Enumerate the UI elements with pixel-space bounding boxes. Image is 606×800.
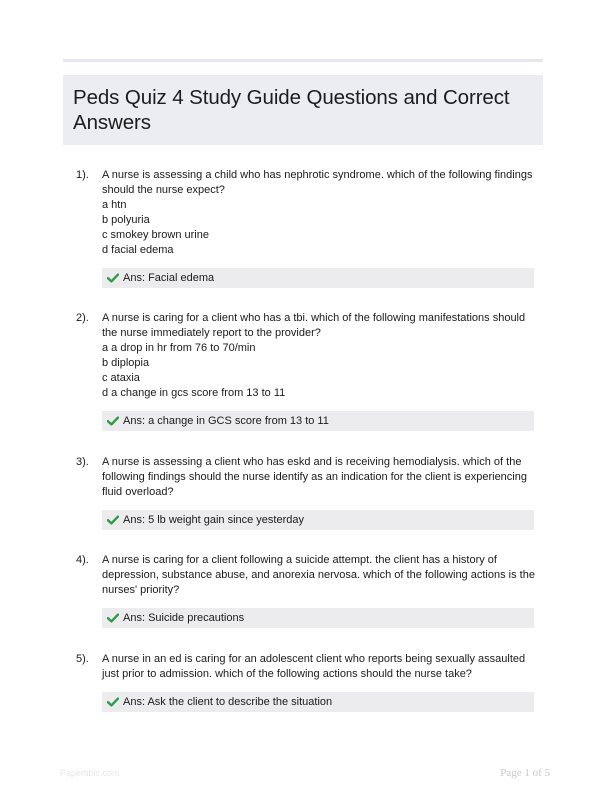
option-d: d a change in gcs score from 13 to 11 [102, 387, 286, 399]
option-c: c smokey brown urine [102, 229, 209, 241]
title-box [63, 75, 543, 145]
question-4 [76, 553, 538, 628]
option-a: a a drop in hr from 76 to 70/min [102, 342, 256, 354]
page-title: Peds Quiz 4 Study Guide Questions and Correct Answers [73, 86, 510, 134]
question-text: A nurse is caring for a client who has a tbi. which of the following manifestations should the nurse immediately report to the provider? [102, 312, 526, 339]
answer-box [102, 608, 534, 628]
question-body [102, 311, 538, 401]
answer-text: Ans: Ask the client to describe the situation [123, 696, 333, 708]
top-rule [63, 59, 543, 62]
answer-text: Ans: 5 lb weight gain since yesterday [123, 514, 304, 526]
option-b: b diplopia [102, 357, 150, 369]
check-icon [107, 515, 119, 525]
question-1 [76, 168, 538, 288]
question-3 [76, 455, 538, 530]
question-body [102, 652, 538, 682]
question-text: A nurse in an ed is caring for an adolescent client who reports being sexually assaulted just prior to admission. which of the following actions should the nurse take? [102, 653, 526, 680]
question-2 [76, 311, 538, 431]
option-a: a htn [102, 199, 127, 211]
question-number: 3). [76, 456, 89, 468]
question-5 [76, 652, 538, 712]
question-text: A nurse is caring for a client following a suicide attempt. the client has a history of depression, substance abuse, and anorexia nervosa. which of the following actions is the nurses' priority? [102, 554, 535, 596]
question-number: 5). [76, 653, 89, 665]
question-text: A nurse is assessing a child who has nephrotic syndrome. which of the following findings should the nurse expect? [102, 169, 533, 196]
check-icon [107, 273, 119, 283]
answer-box [102, 268, 534, 288]
question-number: 1). [76, 169, 89, 181]
question-body [102, 553, 538, 598]
answer-box [102, 692, 534, 712]
footer-watermark: Papertiblc.com [60, 768, 120, 778]
answer-text: Ans: Facial edema [123, 272, 215, 284]
answer-text: Ans: a change in GCS score from 13 to 11 [123, 415, 329, 427]
question-text: A nurse is assessing a client who has eskd and is receiving hemodialysis. which of the following findings should the nurse identify as an indication for the client is experiencing fluid overload? [102, 456, 527, 498]
answer-box [102, 510, 534, 530]
question-number: 4). [76, 554, 89, 566]
page-indicator: Page 1 of 5 [500, 767, 550, 779]
option-d: d facial edema [102, 244, 174, 256]
answer-text: Ans: Suicide precautions [123, 612, 245, 624]
check-icon [107, 416, 119, 426]
question-body [102, 455, 538, 500]
check-icon [107, 697, 119, 707]
option-c: c ataxia [102, 372, 140, 384]
option-b: b polyuria [102, 214, 150, 226]
answer-box [102, 411, 534, 431]
check-icon [107, 613, 119, 623]
question-body [102, 168, 538, 258]
question-number: 2). [76, 312, 89, 324]
